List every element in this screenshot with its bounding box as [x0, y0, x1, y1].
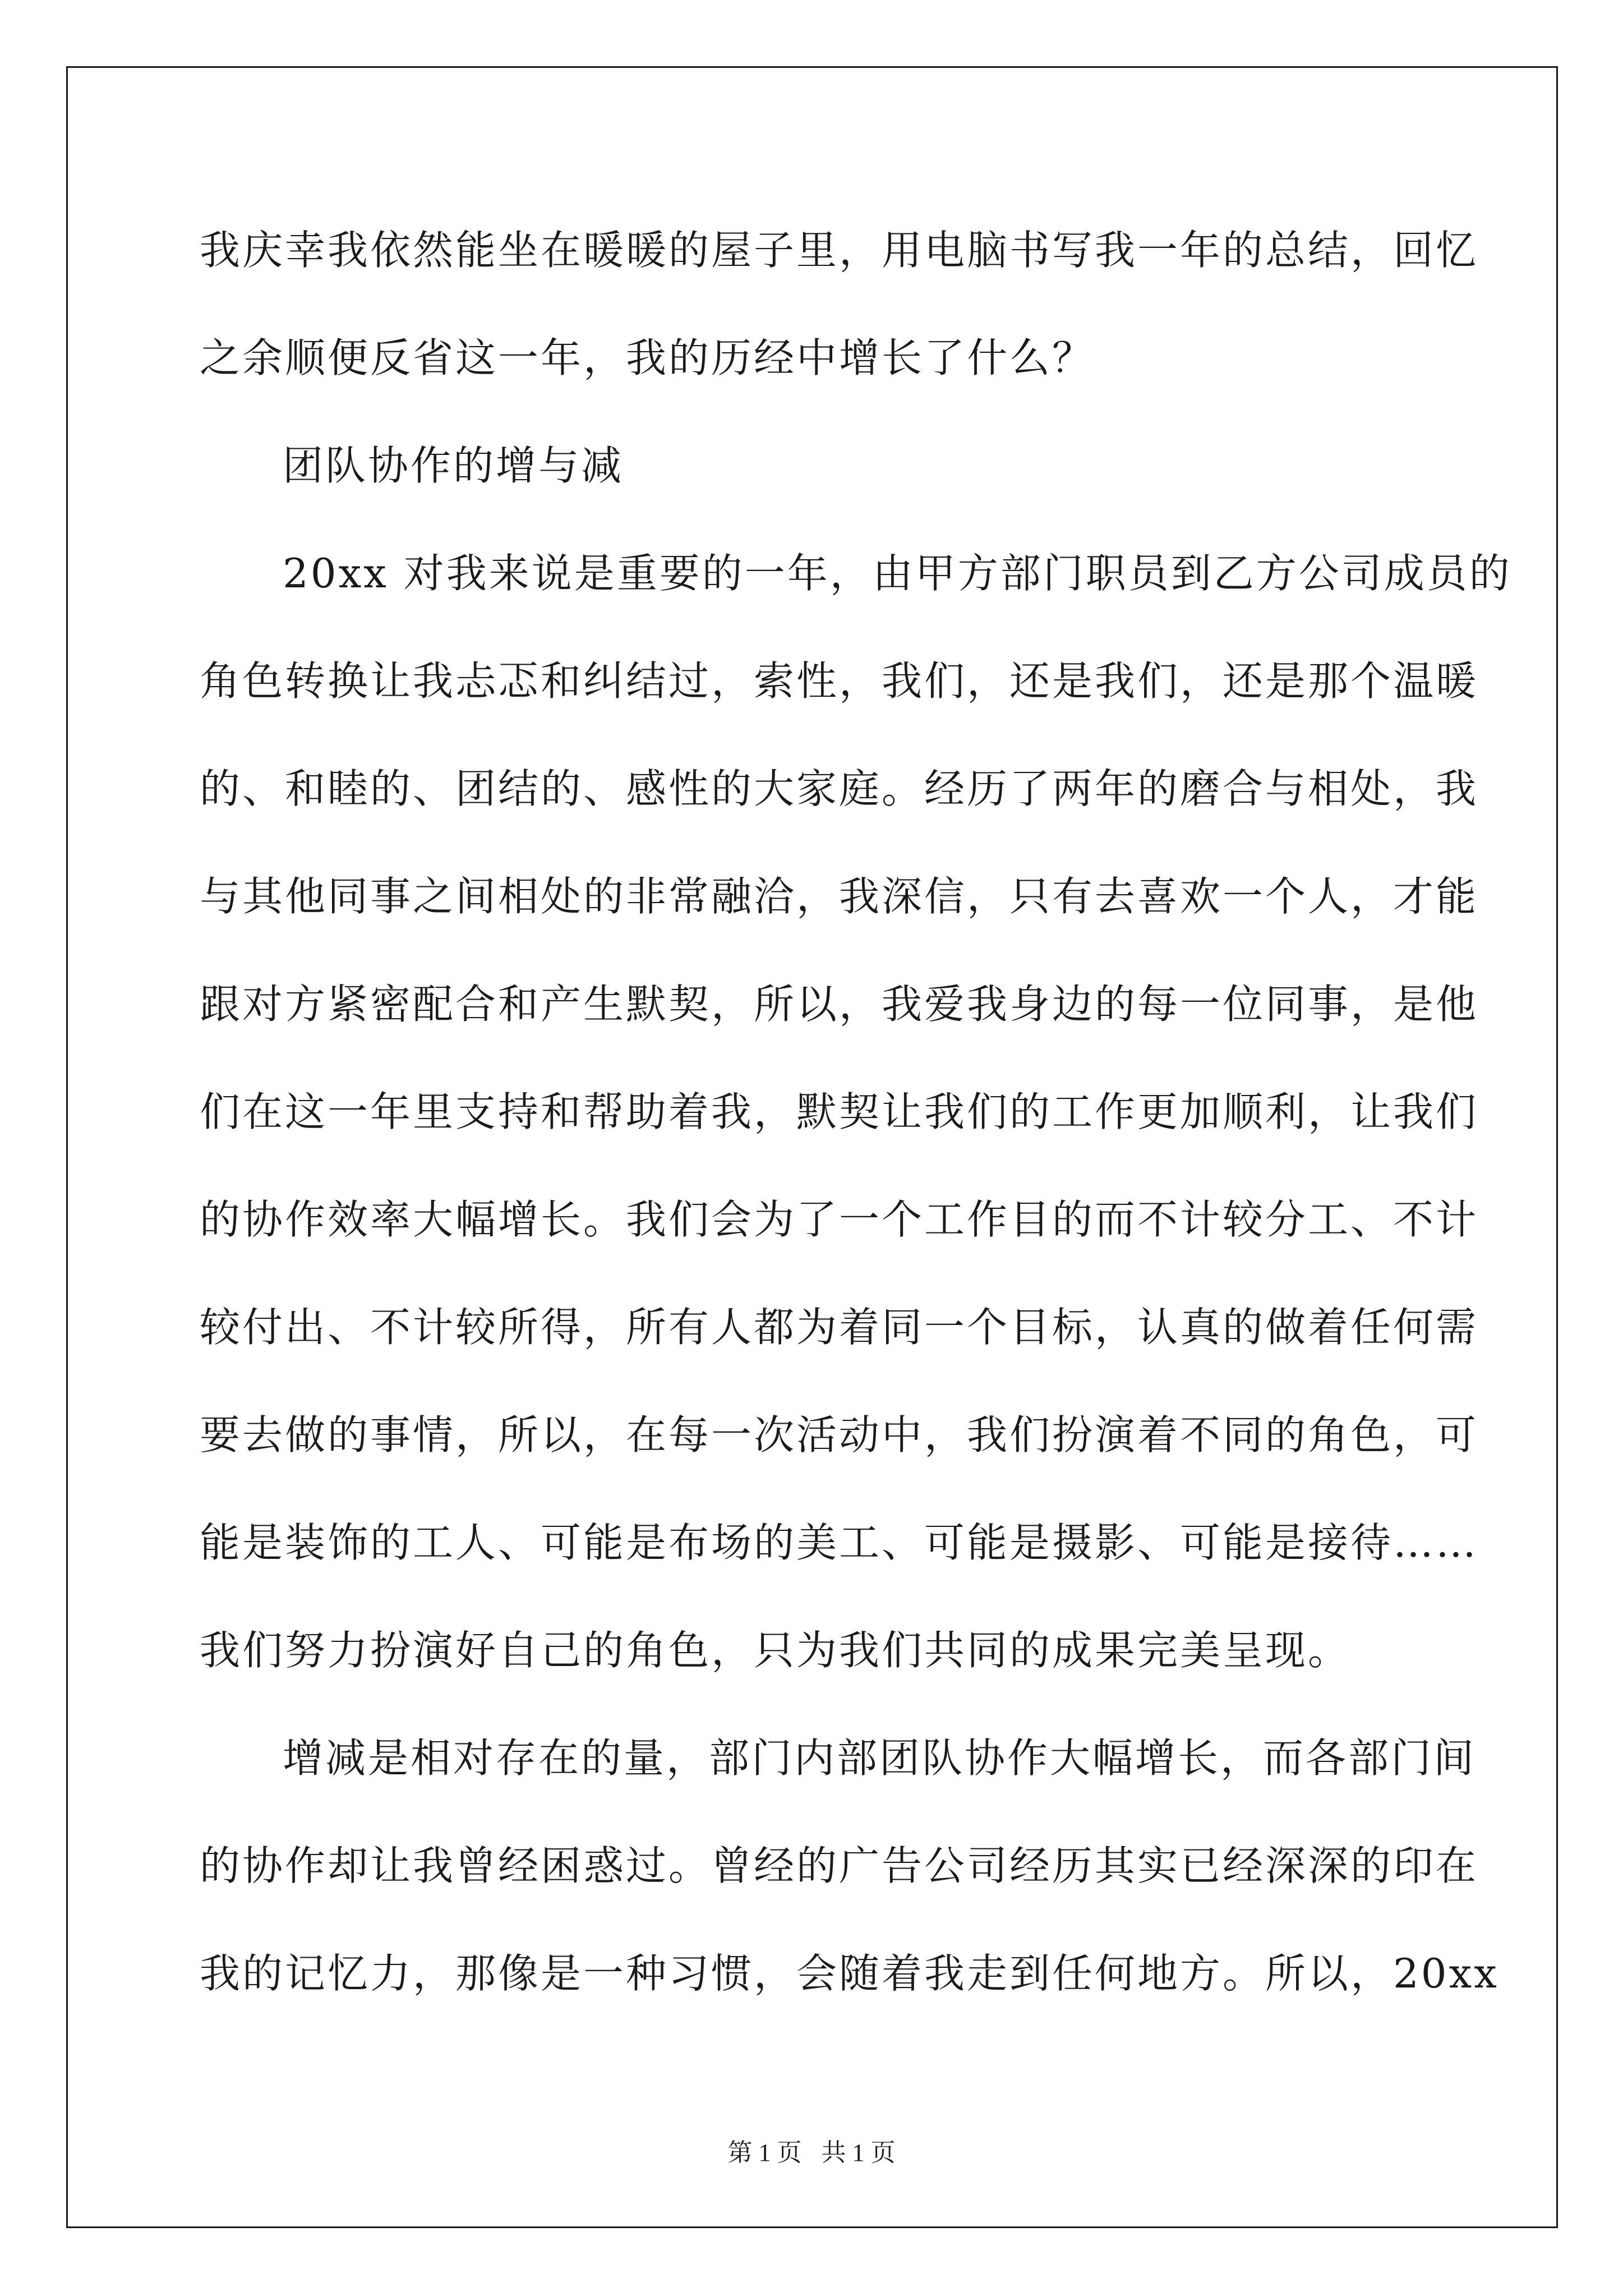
paragraph-line: 较付出、不计较所得，所有人都为着同一个目标，认真的做着任何需: [200, 1304, 1479, 1351]
document-body: [200, 223, 1512, 2054]
paragraph-line: 增减是相对存在的量，部门内部团队协作大幅增长，而各部门间: [283, 1734, 1477, 1782]
page-footer: [0, 2136, 1623, 2170]
page-number-total: 共 1 页: [821, 2139, 896, 2166]
paragraph-line: 们在这一年里支持和帮助着我，默契让我们的工作更加顺利，让我们: [200, 1088, 1479, 1135]
paragraph-line: 之余顺便反省这一年，我的历经中增长了什么？: [200, 334, 1095, 381]
paragraph-line: 的、和睦的、团结的、感性的大家庭。经历了两年的磨合与相处，我: [200, 765, 1479, 812]
paragraph-line: 与其他同事之间相处的非常融洽，我深信，只有去喜欢一个人，才能: [200, 873, 1479, 920]
paragraph-line: 要去做的事情，所以，在每一次活动中，我们扮演着不同的角色，可: [200, 1411, 1479, 1458]
paragraph-line: 角色转换让我忐忑和纠结过，索性，我们，还是我们，还是那个温暖: [200, 657, 1479, 705]
paragraph-line: 我的记忆力，那像是一种习惯，会随着我走到任何地方。所以，20xx: [200, 1950, 1499, 1997]
paragraph-line: 能是装饰的工人、可能是布场的美工、可能是摄影、可能是接待……: [200, 1519, 1479, 1566]
paragraph-line: 的协作效率大幅增长。我们会为了一个工作目的而不计较分工、不计: [200, 1196, 1479, 1243]
paragraph-line: 我庆幸我依然能坐在暖暖的屋子里，用电脑书写我一年的总结，回忆: [200, 227, 1479, 274]
paragraph-line: 的协作却让我曾经困惑过。曾经的广告公司经历其实已经深深的印在: [200, 1842, 1479, 1889]
paragraph-line: 20xx 对我来说是重要的一年，由甲方部门职员到乙方公司成员的: [283, 550, 1512, 597]
paragraph-line: 我们努力扮演好自己的角色，只为我们共同的成果完美呈现。: [200, 1627, 1351, 1674]
paragraph-line: 跟对方紧密配合和产生默契，所以，我爱我身边的每一位同事，是他: [200, 981, 1479, 1028]
section-heading: 团队协作的增与减: [283, 442, 624, 489]
page-number-current: 第 1 页: [727, 2139, 802, 2166]
